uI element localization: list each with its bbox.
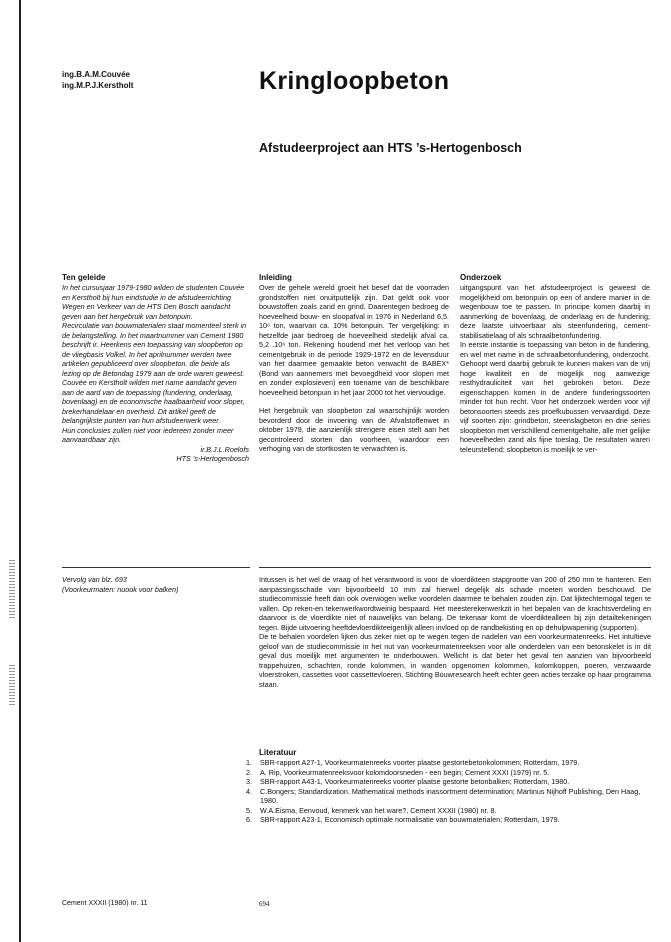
signature-name: ir.B.J.L.Roelofs	[200, 444, 249, 454]
literature-number: 2.	[246, 767, 252, 777]
article-title: Kringloopbeton	[259, 67, 450, 95]
inleiding-body	[259, 283, 449, 454]
onderzoek-paragraph: uitgangspunt van het afstudeerproject is geweest de mogelijkheid om betonpuin op een of andere manier in de wegenbouw toe te passen. In principe komen daarbij in aanmerking de bovenlaag, de onderlaag en de fundering; deze laatste uitvoerbaar als steenfundering, cement-stabilisatielaag of als schraalbetonfundering.	[460, 283, 650, 340]
geleide-paragraph: Recirculatie van bouwmaterialen staat momenteel sterk in de belangstelling. In het maartnummer van Cement 1980 beschrijft ir. Heerkens een toepassing van sloopbeton op de vliegbasis Volkel. In het aprilnummer werden twee artikelen gepubliceerd over sloopbeton. die beide als lezing op de Betondag 1979 aan de orde waren geweest.	[62, 321, 247, 378]
literature-item	[246, 806, 651, 816]
literature-text: A. Rip, Voorkeurmatenreeksvoor kolomdoorsneden - een begin; Cement XXXI (1979) nr. 5.	[260, 767, 550, 777]
continued-article	[259, 575, 651, 689]
literature-text: C.Bongers; Standardization. Mathematical methods inassortment determination; Martinus Nijhoff Publishing, Den Haag, 1980.	[260, 786, 641, 805]
literature-list	[246, 758, 651, 825]
section-divider	[62, 567, 250, 568]
literature-item	[246, 777, 651, 787]
literature-number: 5.	[246, 805, 252, 815]
geleide-heading: Ten geleide	[62, 273, 106, 282]
inleiding-paragraph: Over de gehele wereld groeit het besef dat de voorraden grondstoffen niet onuitputtelijk zijn. Dat geldt ook voor bouwstoffen zoals zand en grind. Daarentegen bedroeg de hoeveelheid bouw- en sloopafval in 1976 in Nederland 6,5. 10⁶ ton, waarvan ca. 10% betonpuin. Ter vergelijking: in hetzelfde jaar bedroeg de hoeveelheid stedelijk afval ca. 5,2 .10⁶ ton. Rekening houdend met het verloop van het cementgebruik in de periode 1929-1972 en de levensduur van het daarmee gemaakte beton verwacht de BABEX* (Bond van aannemers met bevoegdheid voor slopen met en zonder explosieven) een toename van de beschikbare hoeveelheid betonpuin in het jaar 2000 tot het viervoudige.	[259, 283, 449, 397]
left-margin-bar	[19, 0, 21, 942]
literature-text: W.A.Eisma, Eenvoud, kenmerk van het ware?, Cement XXXII (1980) nr. 8.	[260, 805, 497, 815]
continuation-note	[62, 575, 249, 594]
literature-item	[246, 768, 651, 778]
author-name: ing.M.P.J.Kerstholt	[62, 81, 134, 90]
literature-item	[246, 758, 651, 768]
margin-mark	[9, 560, 15, 620]
inleiding-column	[259, 273, 449, 454]
literature-section	[246, 748, 651, 825]
page-number: 694	[259, 900, 270, 908]
continued-paragraph: De te behalen voordelen lijken dus zeker niet op te wegen tegen de nadelen van een voorkeurmatenreeks. Het intuïtieve geloof van de studiecommissie in het nut van voorkeurmatenreeksen voor alle onderdelen van een betonskelet is in dit geval dus moeilijk met argumenten te onderbouwen. Wellicht is dat beter het geval ten aanzien van bijvoorbeeld trappehuizen, schachten, ronde kolommen, in wanden opgenomen kolommen, kolomkoppen, poeren, verzwaarde vloerstroken, cassettes voor cassettevloeren. Stichting Bouwresearch heeft echter geen acties terzake op haar programma staan.	[259, 632, 651, 689]
continued-paragraph: Intussen is het wel de vraag of het verantwoord is voor de vloerdikteen stapgrootte van 200 of 250 mm te hanteren. Een aanpassingsschade van bijvoorbeeld 10 mm zal hierwel degelijk als schade moeten worden beschouwd. De studiecommissie heeft dan ook overwogen welke voordelen daarmee te behalen zouden zijn. Dat lijktechternogal tegen te vallen. Op reken-en tekenwerkwordtweinig bespaard. Het meesterekenwerkzit in het bepalen van de krachtsverdeling en daarvoor is de vloerdikte niet of nauwelijks van belang. De tekenaar komt de vloerdiktealleen bij zijn detailtekeningen tegen. Bijde uitvoering heeftdevloerdikteeigenlijk alleen invloed op de randbekisting en op dehulpwapening (supporten).	[259, 575, 651, 632]
continuation-topic: (Voorkeurmaten: nuook voor balken)	[62, 584, 179, 594]
inleiding-paragraph: Het hergebruik van sloopbeton zal waarschijnlijk worden bevorderd door de invoering van de Afvalstoffenwet in oktober 1979, die aanzienlijk strengere eisen stelt aan het gecontroleerd storten dan voorheen, waardoor een verhoging van de stortkosten te verwachten is.	[259, 406, 449, 453]
literature-heading: Literatuur	[259, 748, 297, 757]
onderzoek-body	[460, 283, 650, 454]
literature-text: SBR-rapport A43-1, Voorkeurmatenreeks voorter plaatse gestorte betonbalken; Rotterdam, 1980.	[260, 777, 570, 786]
continuation-source: Vervolg van blz. 693	[62, 575, 127, 584]
literature-text: SBR-rapport A23-1, Economisch optimale normalisatie van bouwmaterialen; Rotterdam, 1979.	[260, 815, 560, 824]
author-name: ing.B.A.M.Couvée	[62, 70, 131, 79]
article-subtitle: Afstudeerproject aan HTS ’s-Hertogenbosch	[259, 141, 522, 155]
geleide-column	[62, 273, 249, 464]
author-list	[62, 69, 133, 91]
journal-footer: Cement XXXII (1980) nr. 11	[62, 900, 148, 907]
literature-text: SBR-rapport A27-1, Voorkeurmatenreeks voorter plaatse gestortebetonkolommen; Rotterdam, 1979.	[260, 758, 580, 767]
geleide-paragraph: Hun conclusies zullen niet voor iedereen zonder meer aanvaardbaar zijn.	[62, 425, 234, 444]
literature-number: 4.	[246, 786, 252, 796]
literature-number: 1.	[246, 758, 252, 767]
onderzoek-heading: Onderzoek	[460, 273, 502, 282]
onderzoek-column	[460, 273, 650, 454]
signature-affiliation: HTS ’s-Hertogenbosch	[176, 454, 249, 463]
inleiding-heading: Inleiding	[259, 273, 292, 282]
margin-mark	[9, 665, 15, 705]
geleide-paragraph: Couvée en Kerstholt wilden met name aandacht geven aan de aard van de toepassing (fundering, onderlaag, bovenlaag) en de economische haalbaarheid voor sloper, brekerhandelaar en overheid. Dit artikel geeft de belangrijkste punten van hun afstudeerwerk weer.	[62, 378, 245, 425]
section-divider	[259, 567, 651, 568]
literature-item	[246, 787, 651, 806]
onderzoek-paragraph: In eerste instantie is toepassing van beton in de fundering, en wel met name in de schraalbetonfundering, onderzocht. Gehoopt werd daarbij gebruik te kunnen maken van de vrij hoge kwaliteit en de mogelijk nog aanwezige resthydrauliciteit van het gebroken beton. Deze eigenschappen komen in de andere funderingssoorten minder tot hun recht. Voor het onderzoek werden voor vijf betonsoorten steeds zes proefkubussen vervaardigd. Deze vijf soorten zijn: grindbeton, steenslagbeton en drie series sloopbeton met verschillend cementgehalte, alle met gelijke hoeveelheden zand als fijne toeslag. De resultaten waren teleurstellend: sloopbeton is moeilijk te ver-	[460, 340, 650, 454]
geleide-paragraph: In het cursusjaar 1979-1980 wilden de studenten Couvée en Kerstholt bij hun eindstudie in de afstudeerrichting Wegen en Verkeer van de HTS Den Bosch aandacht geven aan het hergebruik van betonpuin.	[62, 283, 245, 321]
literature-number: 6.	[246, 815, 252, 824]
literature-item	[246, 815, 651, 825]
geleide-body	[62, 283, 249, 464]
literature-number: 3.	[246, 777, 252, 786]
